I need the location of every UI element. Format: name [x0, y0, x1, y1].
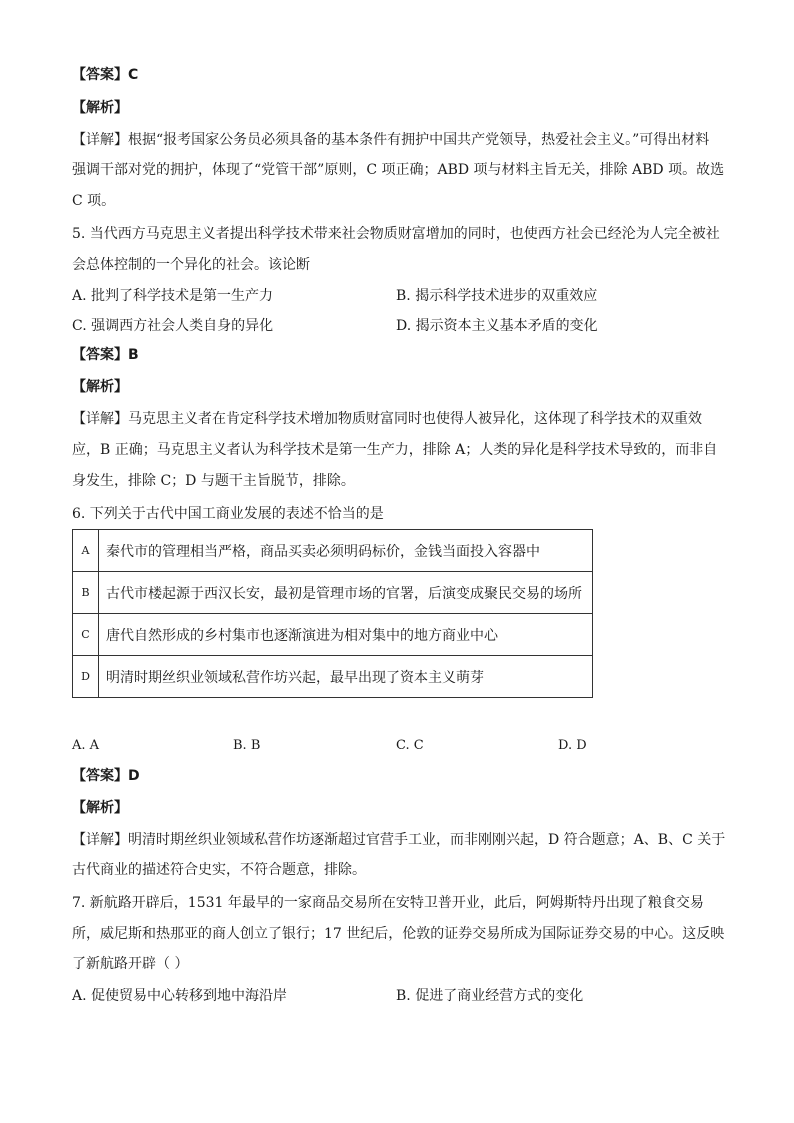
q6-option-a: A. A [72, 738, 100, 753]
q5-answer: 【答案】B [72, 347, 139, 363]
q6-stem: 6. 下列关于古代中国工商业发展的表述不恰当的是 [72, 506, 384, 522]
row-key: D [73, 656, 99, 698]
row-key: C [73, 614, 99, 656]
row-statement: 明清时期丝织业领域私营作坊兴起，最早出现了资本主义萌芽 [99, 656, 593, 698]
q6-statement-table [72, 529, 593, 698]
row-statement: 唐代自然形成的乡村集市也逐渐演进为相对集中的地方商业中心 [99, 614, 593, 656]
row-key: B [73, 572, 99, 614]
table-row [73, 614, 593, 656]
q4-detail-line-2: 强调干部对党的拥护，体现了“党管干部”原则，C 项正确；ABD 项与材料主旨无关，排除 ABD 项。故选 [72, 162, 725, 178]
q5-detail-line-3: 身发生，排除 C；D 与题干主旨脱节，排除。 [72, 473, 355, 489]
q4-answer: 【答案】C [72, 67, 139, 83]
q5-option-b: B. 揭示科学技术进步的双重效应 [396, 288, 598, 304]
table-row [73, 572, 593, 614]
q5-detail-line-1: 【详解】马克思主义者在肯定科学技术增加物质财富同时也使得人被异化，这体现了科学技术的双重效 [72, 411, 702, 427]
q4-detail-line-3: C 项。 [72, 193, 116, 209]
table-row [73, 656, 593, 698]
q4-analysis-heading: 【解析】 [72, 100, 128, 116]
q5-analysis-heading: 【解析】 [72, 379, 128, 395]
q5-option-a: A. 批判了科学技术是第一生产力 [72, 288, 274, 304]
q6-detail-line-2: 古代商业的描述符合史实，不符合题意，排除。 [72, 862, 366, 878]
table-row [73, 530, 593, 572]
q7-stem-line-2: 所，威尼斯和热那亚的商人创立了银行；17 世纪后，伦敦的证券交易所成为国际证券交易的中心。这反映 [72, 926, 725, 942]
q5-stem-line-1: 5. 当代西方马克思主义者提出科学技术带来社会物质财富增加的同时，也使西方社会已经沦为人完全被社 [72, 226, 720, 242]
q6-answer: 【答案】D [72, 768, 140, 784]
q7-stem-line-3: 了新航路开辟（ ） [72, 956, 189, 972]
q6-option-b: B. B [233, 738, 261, 753]
row-statement: 古代市楼起源于西汉长安，最初是管理市场的官署，后演变成聚民交易的场所 [99, 572, 593, 614]
q5-option-d: D. 揭示资本主义基本矛盾的变化 [396, 318, 598, 334]
q7-option-b: B. 促进了商业经营方式的变化 [396, 988, 584, 1004]
q5-detail-line-2: 应，B 正确；马克思主义者认为科学技术是第一生产力，排除 A；人类的异化是科学技术导致的，而非自 [72, 442, 718, 458]
q5-option-c: C. 强调西方社会人类自身的异化 [72, 318, 274, 334]
q6-analysis-heading: 【解析】 [72, 800, 128, 816]
q4-detail-line-1: 【详解】根据“报考国家公务员必须具备的基本条件有拥护中国共产党领导，热爱社会主义。”可得出材料 [72, 132, 710, 148]
q6-option-c: C. C [396, 738, 424, 753]
row-key: A [73, 530, 99, 572]
q7-option-a: A. 促使贸易中心转移到地中海沿岸 [72, 988, 288, 1004]
q6-option-d: D. D [558, 738, 587, 753]
q5-stem-line-2: 会总体控制的一个异化的社会。该论断 [72, 257, 310, 273]
q6-detail-line-1: 【详解】明清时期丝织业领域私营作坊逐渐超过官营手工业，而非刚刚兴起，D 符合题意；A、B、C 关于 [72, 832, 726, 848]
q7-stem-line-1: 7. 新航路开辟后，1531 年最早的一家商品交易所在安特卫普开业，此后，阿姆斯特丹出现了粮食交易 [72, 895, 704, 911]
row-statement: 秦代市的管理相当严格，商品买卖必须明码标价，金钱当面投入容器中 [99, 530, 593, 572]
